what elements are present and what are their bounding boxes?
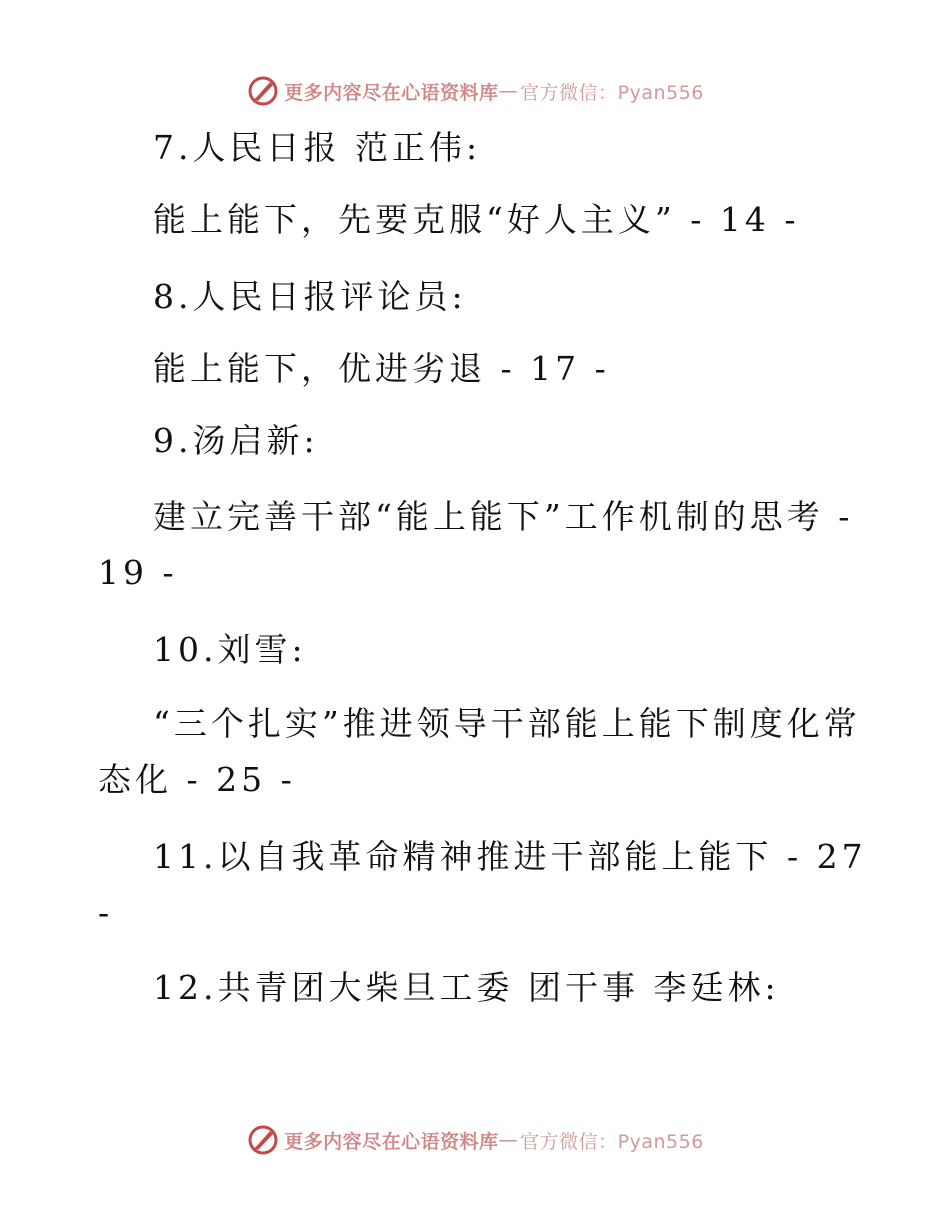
watermark-separator: — (498, 1129, 519, 1151)
watermark-brand: 更多内容尽在心语资料库 (284, 81, 499, 104)
watermark-wechat: 官方微信：Pyan556 (520, 81, 704, 104)
watermark-header (0, 71, 950, 111)
toc-entry-9-title-cont: 19 - (98, 553, 178, 592)
toc-entry-12-author: 12.共青团大柴旦工委 团干事 李廷林: (153, 968, 780, 1007)
toc-entry-9-author: 9.汤启新: (153, 421, 319, 460)
toc-entry-8-title: 能上能下，优进劣退 - 17 - (153, 349, 610, 388)
toc-entry-8-author: 8.人民日报评论员: (153, 277, 467, 316)
feather-pen-circle-icon (246, 1123, 280, 1157)
feather-pen-circle-icon (246, 74, 280, 108)
watermark-brand: 更多内容尽在心语资料库 (284, 1130, 499, 1153)
toc-entry-11-title-cont: - (98, 893, 114, 932)
watermark-separator: — (498, 80, 519, 102)
toc-entry-7-author: 7.人民日报 范正伟: (153, 128, 482, 167)
toc-entry-10-title: “三个扎实”推进领导干部能上能下制度化常 (153, 704, 861, 743)
toc-entry-11-title: 11.以自我革命精神推进干部能上能下 - 27 (153, 837, 867, 876)
toc-entry-10-author: 10.刘雪: (153, 630, 307, 669)
watermark-footer (0, 1120, 950, 1160)
toc-entry-9-title: 建立完善干部“能上能下”工作机制的思考 - (153, 497, 854, 536)
toc-entry-10-title-cont: 态化 - 25 - (98, 760, 296, 799)
toc-entry-7-title: 能上能下，先要克服“好人主义” - 14 - (153, 200, 800, 239)
watermark-wechat: 官方微信：Pyan556 (520, 1130, 704, 1153)
